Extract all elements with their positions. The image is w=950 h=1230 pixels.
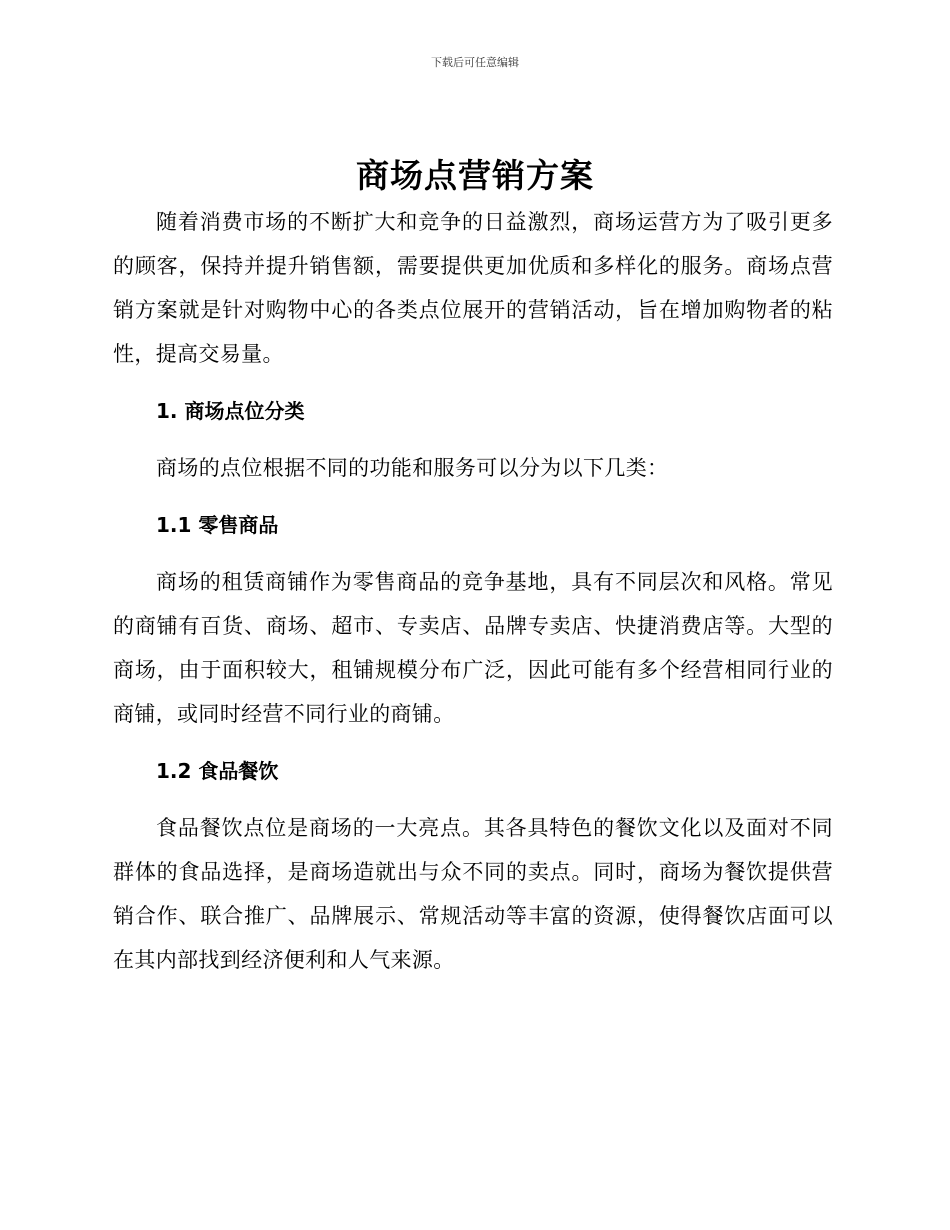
section-heading-1-2: 1.2 食品餐饮 (156, 759, 279, 783)
document-body (113, 200, 833, 982)
section-1-paragraph: 商场的点位根据不同的功能和服务可以分为以下几类： (156, 456, 669, 480)
intro-paragraph: 随着消费市场的不断扩大和竞争的日益激烈，商场运营方为了吸引更多的顾客，保持并提升销售额，需要提供更加优质和多样化的服务。商场点营销方案就是针对购物中心的各类点位展开的营销活动，旨在增加购物者的粘性，提高交易量。 (113, 210, 833, 366)
section-1-2-paragraph: 食品餐饮点位是商场的一大亮点。其各具特色的餐饮文化以及面对不同群体的食品选择，是商场造就出与众不同的卖点。同时，商场为餐饮提供营销合作、联合推广、品牌展示、常规活动等丰富的资源，使得餐饮店面可以在其内部找到经济便利和人气来源。 (113, 816, 833, 972)
section-heading-1: 1. 商场点位分类 (156, 399, 305, 423)
section-heading-1-1: 1.1 零售商品 (156, 513, 279, 537)
page-header-note: 下载后可任意编辑 (431, 56, 519, 69)
document-title: 商场点营销方案 (356, 156, 594, 195)
section-1-1-paragraph: 商场的租赁商铺作为零售商品的竞争基地，具有不同层次和风格。常见的商铺有百货、商场、超市、专卖店、品牌专卖店、快捷消费店等。大型的商场，由于面积较大，租铺规模分布广泛，因此可能有多个经营相同行业的商铺，或同时经营不同行业的商铺。 (113, 570, 833, 726)
